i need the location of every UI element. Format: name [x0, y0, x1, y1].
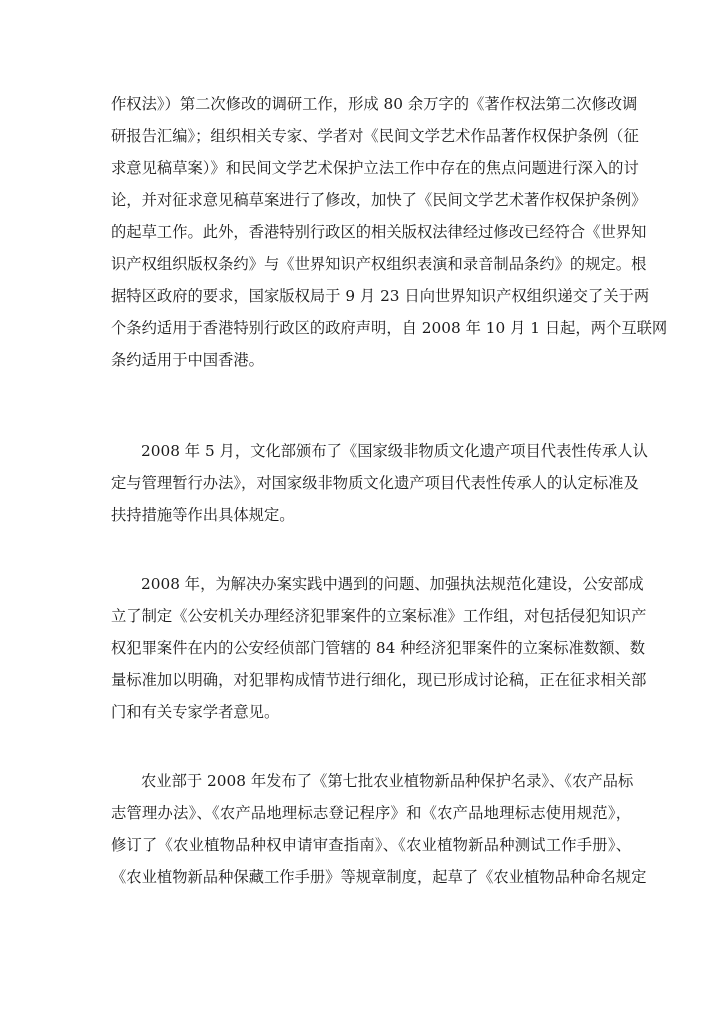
- text-line: 个条约适用于香港特别行政区的政府声明，自 2008 年 10 月 1 日起，两个互联网: [111, 319, 668, 337]
- text-line: 量标准加以明确，对犯罪构成情节进行细化，现已形成讨论稿，正在征求相关部: [111, 671, 647, 689]
- text-line: 识产权组织版权条约》与《世界知识产权组织表演和录音制品条约》的规定。根: [111, 255, 647, 273]
- text-line: 立了制定《公安机关办理经济犯罪案件的立案标准》工作组，对包括侵犯知识产: [111, 607, 647, 625]
- text-line: 作权法》）第二次修改的调研工作，形成 80 余万字的《著作权法第二次修改调: [111, 95, 638, 113]
- text-line: 的起草工作。此外，香港特别行政区的相关版权法律经过修改已经符合《世界知: [111, 223, 647, 241]
- text-line: 论，并对征求意见稿草案进行了修改，加快了《民间文学艺术著作权保护条例》: [111, 191, 647, 209]
- text-line: 2008 年 5 月，文化部颁布了《国家级非物质文化遗产项目代表性传承人认: [141, 442, 648, 460]
- text-line: 扶持措施等作出具体规定。: [111, 506, 295, 524]
- text-line: 修订了《农业植物品种权申请审查指南》、《农业植物新品种测试工作手册》、: [111, 836, 631, 854]
- paragraph-ministry-of-agriculture: [111, 765, 647, 893]
- paragraph-copyright-law-revision: [111, 88, 668, 376]
- text-line: 农业部于 2008 年发布了《第七批农业植物新品种保护名录》、《农产品标: [141, 772, 634, 790]
- text-line: 《农业植物新品种保藏工作手册》等规章制度，起草了《农业植物品种命名规定: [111, 868, 647, 886]
- text-line: 门和有关专家学者意见。: [111, 703, 280, 721]
- text-line: 2008 年，为解决办案实践中遇到的问题、加强执法规范化建设，公安部成: [141, 575, 644, 593]
- text-line: 求意见稿草案）》和民间文学艺术保护立法工作中存在的焦点问题进行深入的讨: [111, 159, 639, 177]
- paragraph-ministry-of-culture: [111, 435, 648, 531]
- paragraph-ministry-of-public-security: [111, 568, 647, 728]
- text-line: 志管理办法》、《农产品地理标志登记程序》和《农产品地理标志使用规范》，: [111, 804, 631, 822]
- text-line: 条约适用于中国香港。: [111, 351, 264, 369]
- text-line: 研报告汇编》；组织相关专家、学者对《民间文学艺术作品著作权保护条例（征: [111, 127, 639, 145]
- text-line: 据特区政府的要求，国家版权局于 9 月 23 日向世界知识产权组织递交了关于两: [111, 287, 650, 305]
- text-line: 定与管理暂行办法》，对国家级非物质文化遗产项目代表性传承人的认定标准及: [111, 474, 639, 492]
- text-line: 权犯罪案件在内的公安经侦部门管辖的 84 种经济犯罪案件的立案标准数额、数: [111, 639, 645, 657]
